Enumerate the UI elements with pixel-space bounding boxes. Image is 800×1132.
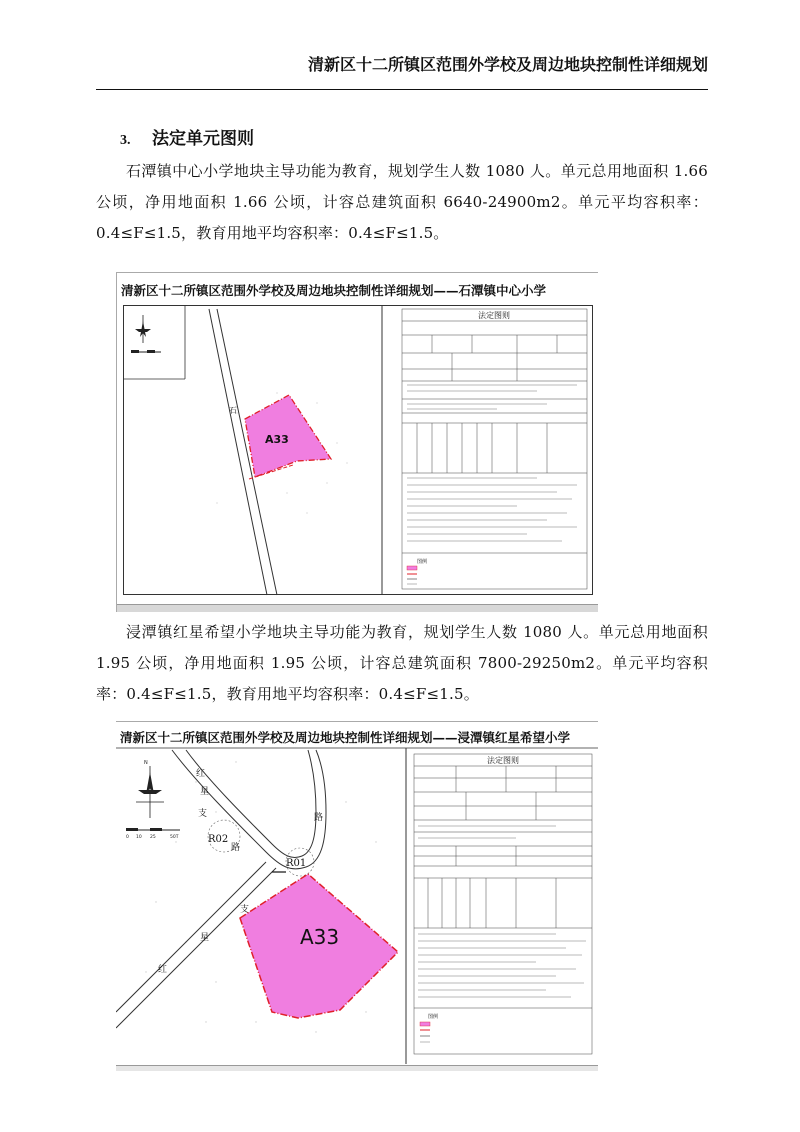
- running-header: 清新区十二所镇区范围外学校及周边地块控制性详细规划: [307, 55, 708, 74]
- legend-heading: 图例: [417, 559, 428, 565]
- section-number: 3.: [120, 133, 131, 148]
- junction-label-r02: R02: [208, 834, 229, 845]
- scale-label-50: 50T: [170, 835, 179, 840]
- north-arrow-icon: [135, 315, 151, 343]
- figure-bottom-bar: [117, 604, 598, 612]
- figure-title: 清新区十二所镇区范围外学校及周边地块控制性详细规划——浸潭镇红星希望小学: [120, 730, 571, 745]
- parcel-label: A33: [300, 925, 340, 949]
- paragraph-shitan: 石潭镇中心小学地块主导功能为教育，规划学生人数 1080 人。单元总用地面积 1.66 公顷，净用地面积 1.66 公顷，计容总建筑面积 6640-24900m2。单元平均容积率：0.4≤F≤1.5，教育用地平均容积率：0.4≤F≤1.5。: [96, 162, 708, 242]
- scale-bar-icon: [126, 828, 180, 831]
- legend-swatch-education: [420, 1022, 430, 1026]
- road-char-right: 路: [314, 813, 324, 823]
- road-char: 路: [231, 843, 241, 853]
- road-char: 星: [200, 787, 210, 797]
- map-drawing: [117, 273, 599, 613]
- road-char: 支: [240, 905, 250, 915]
- figure-title: 清新区十二所镇区范围外学校及周边地块控制性详细规划——石潭镇中心小学: [121, 283, 547, 298]
- north-label: N: [144, 760, 148, 766]
- figure-bottom-bar: [116, 1065, 598, 1071]
- road-char: 红: [196, 769, 206, 779]
- road-label: 石: [229, 406, 237, 415]
- legend-title: 法定图则: [487, 756, 519, 765]
- junction-label-r01: R01: [286, 858, 307, 869]
- parcel-label: A33: [265, 433, 289, 446]
- section-heading: 法定单元图则: [152, 129, 254, 149]
- scale-bar-icon: [131, 350, 161, 353]
- scale-label-25: 25: [150, 835, 156, 840]
- road-char: 星: [200, 933, 210, 943]
- legend-table: [402, 309, 587, 589]
- paragraph-jintan: 浸潭镇红星希望小学地块主导功能为教育，规划学生人数 1080 人。单元总用地面积 1.95 公顷，净用地面积 1.95 公顷，计容总建筑面积 7800-29250m2。单元平均容积率：0.4≤F≤1.5，教育用地平均容积率：0.4≤F≤1.5。: [96, 623, 708, 703]
- legend-title: 法定图则: [478, 311, 510, 320]
- scale-label-0: 0: [126, 835, 129, 840]
- section-title: [120, 124, 254, 149]
- legend-heading: 图例: [428, 1014, 439, 1020]
- road-char: 支: [198, 809, 208, 819]
- scale-label-10: 10: [136, 835, 142, 840]
- header-rule: [96, 89, 708, 90]
- figure-shitan-plan: [116, 272, 598, 612]
- road-char: 红: [158, 965, 168, 975]
- legend-table: [414, 754, 592, 1054]
- north-arrow-icon: [136, 766, 164, 818]
- legend-swatch-education: [407, 566, 417, 570]
- map-drawing: [116, 722, 598, 1072]
- figure-jintan-plan: [116, 721, 598, 1071]
